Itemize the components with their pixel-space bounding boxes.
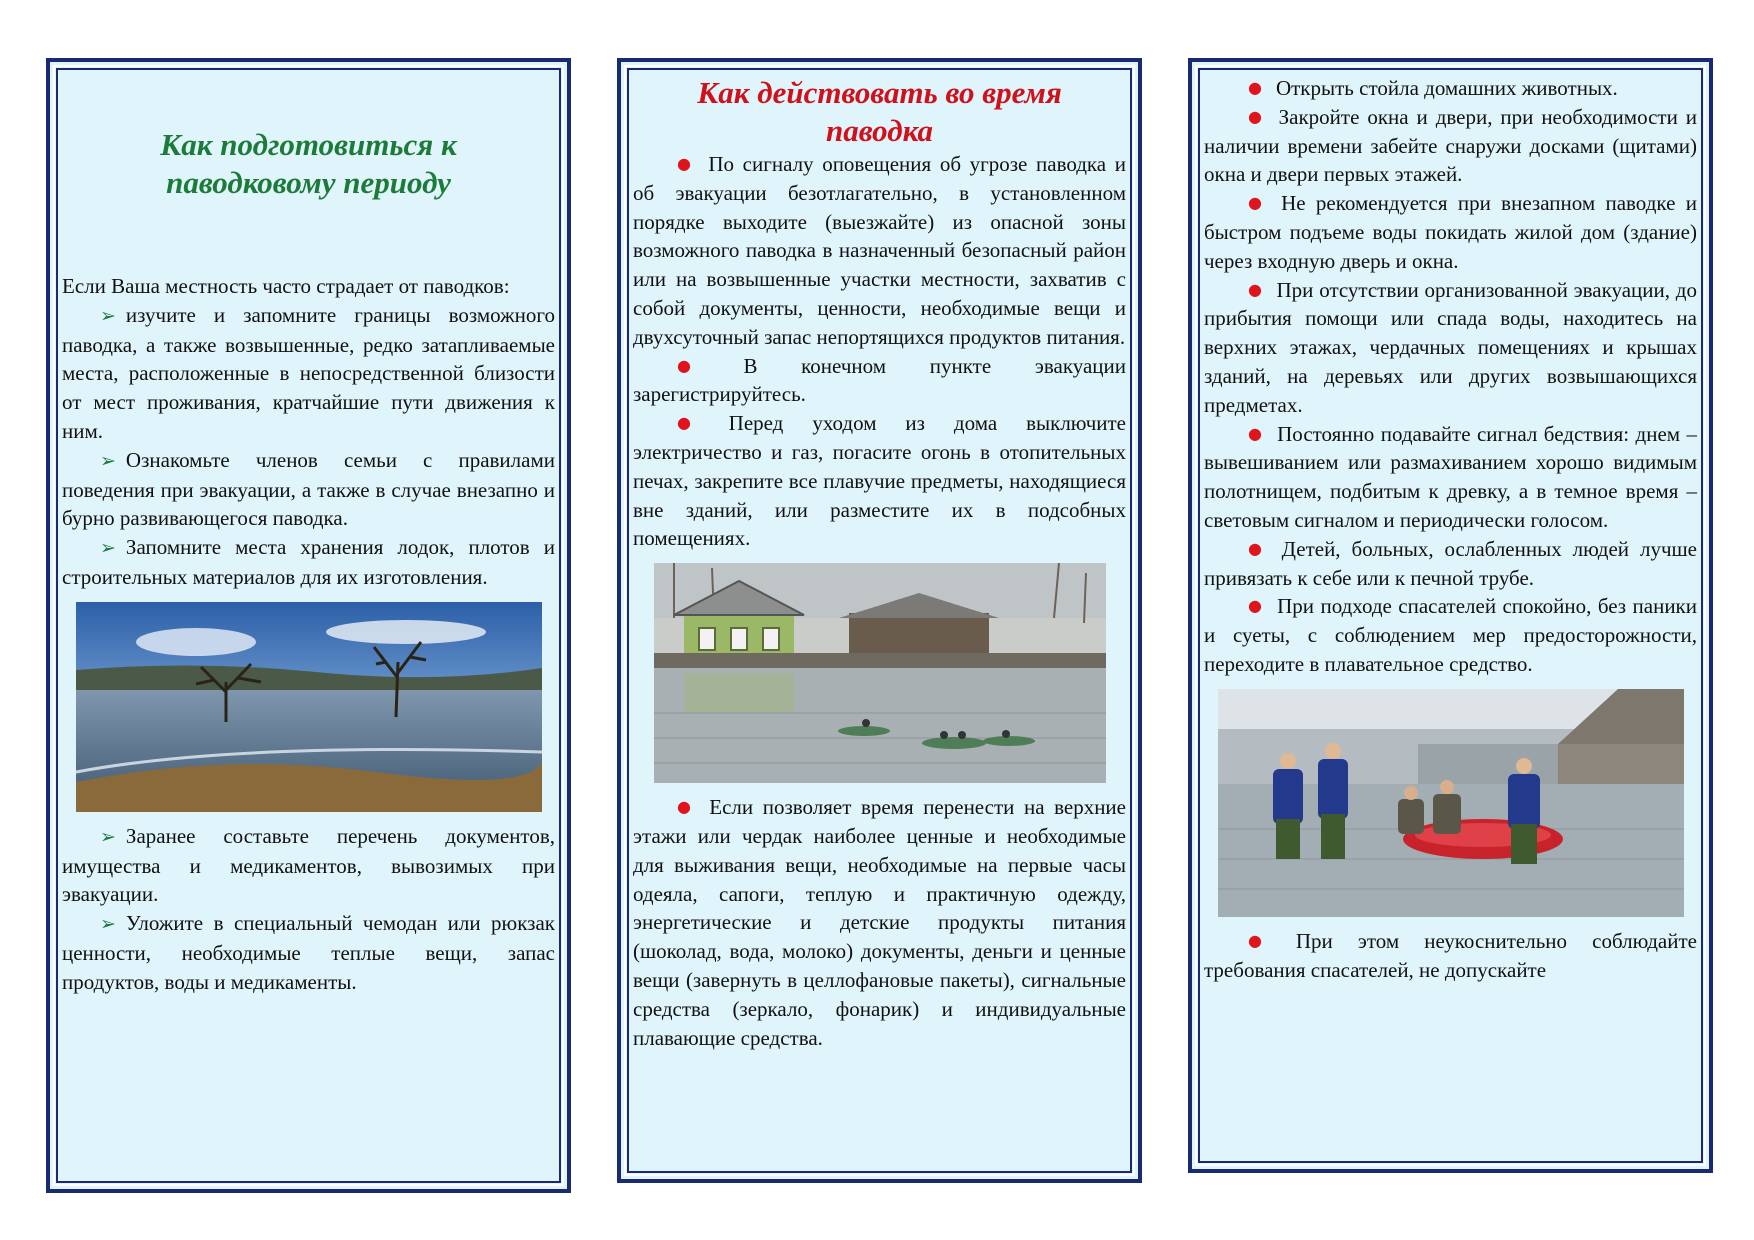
bullet-icon: ● [1248,596,1264,616]
bullet-icon: ● [1248,106,1265,126]
rescuers-boat-photo [1218,689,1684,917]
bullet-icon: ● [1248,78,1262,97]
flooded-house-photo [654,563,1106,783]
bullet-icon: ● [1248,193,1268,213]
panel1-title: Как подготовиться к паводковому периоду [160,127,457,200]
bullet-icon: ● [677,797,696,817]
list-item: ● Открыть стойла домашних животных. [1204,74,1697,103]
list-item: ➢ Запомните места хранения лодок, плотов и строительных материалов для их изготовления. [62,535,555,589]
list-item: ➢ Уложите в специальный чемодан или рюкзак ценности, необходимые теплые вещи, запас продуктов, воды и медикаменты. [62,911,555,994]
list-item: ● При отсутствии организованной эвакуации, до прибытия помощи или спада воды, находитесь на верхних этажах, чердачных помещениях и крышах зданий, на деревьях или других возвышающихся предметах. [1204,277,1697,417]
panel-prepare [46,58,571,1193]
bullet-icon: ● [677,154,695,173]
panel-rescue [1188,58,1713,1173]
list-item: ● В конечном пункте эвакуации зарегистрируйтесь. [633,353,1126,407]
panel1-intro: Если Ваша местность часто страдает от паводков: [62,274,510,298]
panel2-title: Как действовать во время паводка [697,75,1062,148]
panel-during-flood [617,58,1142,1183]
bullet-icon: ● [1248,930,1282,950]
flooded-trees-photo [76,602,542,812]
list-item: ● Закройте окна и двери, при необходимости и наличии времени забейте снаружи досками (щитами) окна и двери первых этажей. [1204,104,1697,187]
list-item: ● Не рекомендуется при внезапном паводке и быстром подъеме воды покидать жилой дом (здание) через входную дверь и окна. [1204,191,1697,273]
list-item: ● Перед уходом из дома выключите электричество и газ, погасите огонь в отопительных печах, закрепите все плавучие предметы, находящиеся вне зданий, или разместите их в подсобных помещениях. [633,411,1126,551]
list-item: ➢ Заранее составьте перечень документов, имущества и медикаментов, вывозимых при эвакуации. [62,823,555,907]
arrow-icon: ➢ [100,825,116,848]
arrow-icon: ➢ [100,449,116,472]
list-item: ● Если позволяет время перенести на верхние этажи или чердак наиболее ценные и необходимые для выживания вещи, необходимые на первые часы одеяла, сапоги, теплую и практичную одежду, энергетические и детские продукты питания (шоколад, вода, молоко) документы, деньги и ценные вещи (завернуть в целлофановые пакеты), сигнальные средства (зеркало, фонарик) и индивидуальные плавающие средства. [633,795,1126,1050]
bullet-icon: ● [1248,279,1263,299]
list-item: ● При этом неукоснительно соблюдайте требования спасателей, не допускайте [1204,928,1697,982]
arrow-icon: ➢ [100,304,116,327]
list-item: ● По сигналу оповещения об угрозе паводка и об эвакуации безотлагательно, в установленном порядке выходите (выезжайте) из опасной зоны возможного паводка в назначенный безопасный район или на возвышенные участки местности, захватив с собой документы, ценности, необходимые вещи и двухсуточный запас непортящихся продуктов питания. [633,152,1126,349]
bullet-icon: ● [1248,538,1268,558]
list-item: ● Детей, больных, ослабленных людей лучше привязать к себе или к печной трубе. [1204,536,1697,590]
list-item: ● При подходе спасателей спокойно, без паники и суеты, с соблюдением мер предосторожности, переходите в плавательное средство. [1204,594,1697,676]
bullet-icon: ● [1248,423,1264,443]
list-item: ➢ изучите и запомните границы возможного паводка, а также возвышенные, редко затапливаемые места, расположенные в непосредственной близости от мест проживания, кратчайшие пути движения к ним. [62,302,555,443]
bullet-icon: ● [677,413,715,433]
bullet-icon: ● [677,355,730,375]
list-item: ➢ Ознакомьте членов семьи с правилами поведения при эвакуации, а также в случае внезапно и бурно развивающегося паводка. [62,447,555,531]
arrow-icon: ➢ [100,537,116,560]
list-item: ● Постоянно подавайте сигнал бедствия: днем – вывешиванием или размахиванием хорошо видимым полотнищем, подбитым к древку, а в темное время – световым сигналом и периодически голосом. [1204,421,1697,532]
arrow-icon: ➢ [100,913,116,936]
